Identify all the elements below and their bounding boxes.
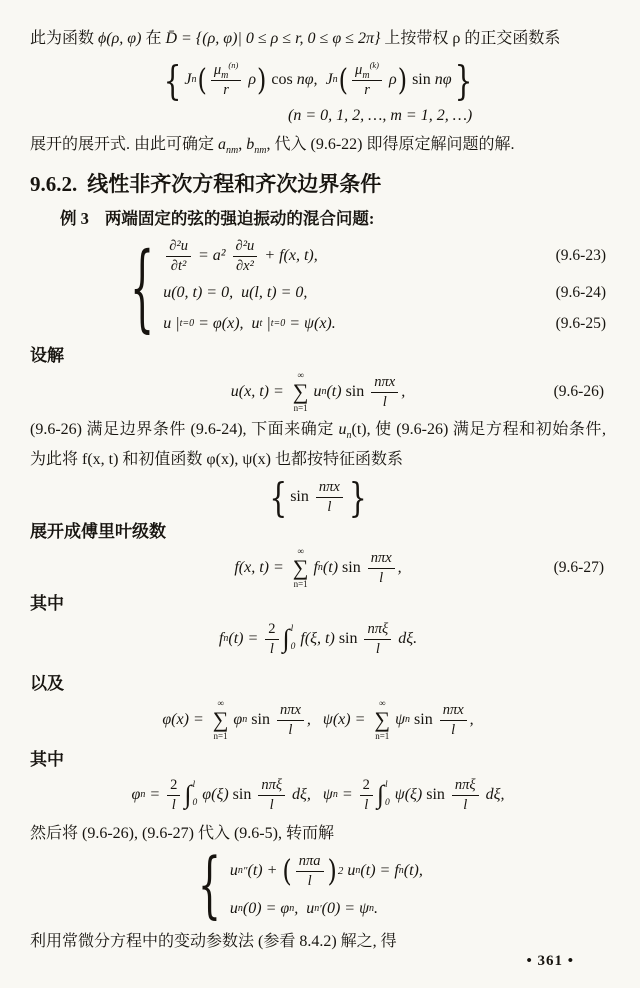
equation-body: u(x, t) = ∞ ∑ n=1 u n (t) sin $\frac{\text{nπx}}{l}$ ,	[230, 370, 406, 413]
fraction: $\frac{2}{l}$	[360, 777, 373, 813]
summation: ∞ ∑ n=1	[374, 698, 391, 741]
paragraph-orthogonal-intro	[30, 24, 606, 54]
section-number: 9.6.2.	[30, 172, 78, 196]
fraction: $\frac{\text{nπx}}{l}$	[368, 550, 395, 586]
equation-number: (9.6-23)	[555, 247, 606, 264]
math-token: φ(x) =	[162, 711, 208, 728]
math-inline-phi: ϕ(ρ, φ)	[98, 30, 142, 47]
equation-body: f(x, t) = ∞ ∑ n=1 f n (t) sin $\frac{\text{nπx}}{l}$ ,	[234, 546, 402, 589]
math-token: u	[229, 862, 238, 879]
fraction: $\frac{\text{nπx}}{l}$	[316, 479, 343, 515]
math-token: u(0, t) = 0, u(l, t) = 0,	[163, 284, 308, 301]
text-run: , 代入 (9.6-22) 即得原定解问题的解.	[266, 136, 515, 153]
text-run: 上按带权 ρ 的正交函数系	[380, 30, 561, 47]
left-brace: {	[163, 56, 182, 104]
subscript: nm	[226, 145, 239, 157]
text-run: 此为函数	[30, 30, 99, 47]
system-rows	[230, 849, 606, 925]
fraction-denominator: r	[364, 81, 370, 98]
math-token: (t) +	[247, 862, 282, 879]
paragraph-expansion-conclusion	[30, 130, 606, 160]
math-token: ψ(ξ)	[390, 786, 423, 803]
math-token: nφ	[434, 71, 452, 88]
math-token: u	[338, 421, 347, 438]
text-run: 在	[141, 30, 166, 47]
integral: ∫ l 0	[376, 780, 390, 809]
equation-9-6-27	[30, 545, 606, 591]
math-token: ρ	[244, 71, 256, 88]
paragraph-substitute: 然后将 (9.6-26), (9.6-27) 代入 (9.6-5), 转而解	[30, 825, 334, 842]
math-token: φ	[131, 786, 141, 803]
equation-row: u | t=0 = φ(x), u t | t=0 = ψ(x). (9.6-25)	[163, 314, 606, 332]
equation-number: (9.6-24)	[555, 284, 606, 301]
math-token: (0) = ψ	[321, 900, 370, 917]
function-name: cos	[267, 71, 297, 88]
function-name: sin	[422, 786, 449, 803]
math-token: dξ,	[481, 786, 505, 803]
equation-row	[163, 278, 606, 308]
system-brace: {	[130, 231, 155, 342]
example-heading	[60, 206, 606, 232]
equation-orthogonal-system	[30, 56, 606, 104]
math-token: .	[374, 900, 379, 917]
equation-phi-psi-expansion	[30, 697, 606, 743]
math-token: f(x, t) =	[234, 559, 288, 576]
index-range-note	[30, 104, 606, 128]
text-run: (9.6-26) 满足边界条件 (9.6-24), 下面来确定	[30, 421, 339, 438]
right-brace: }	[348, 473, 367, 521]
math-token: u	[313, 383, 322, 400]
example-label: 例 3	[60, 209, 89, 228]
left-brace: {	[269, 473, 288, 521]
text-run: (t), 使 (9.6-26) 满足方程和初始条件, 为此将 f(x, t) 和初值函数 φ(x), ψ(x) 也都按特征函数系	[30, 421, 606, 468]
fraction: $\frac{\text{nπa}}{l}$	[296, 853, 324, 889]
summation: ∞ ∑ n=1	[292, 370, 309, 413]
math-token: = φ(x), u	[194, 314, 260, 332]
section-heading	[30, 168, 606, 200]
page-number: • 361 •	[526, 953, 574, 969]
example-text: 两端固定的弦的强迫振动的混合问题:	[104, 209, 375, 228]
function-name: sin	[228, 786, 256, 803]
section-title: 线性非齐次方程和齐次边界条件	[87, 172, 382, 196]
math-token: dξ.	[394, 630, 418, 647]
math-token: ψ	[322, 786, 333, 803]
math-token: |	[262, 314, 271, 332]
math-token: u	[343, 862, 356, 879]
function-name: sin	[290, 488, 313, 505]
left-paren: (	[197, 62, 207, 98]
equation-9-6-26	[30, 369, 606, 415]
bessel-J: J	[325, 71, 333, 88]
math-token: φ	[233, 711, 243, 728]
lead-in-suppose-solution: 设解	[30, 346, 64, 365]
summation: ∞ ∑ n=1	[212, 698, 229, 741]
function-name: sin	[247, 711, 274, 728]
function-name: sin	[334, 630, 362, 647]
math-token: f	[218, 630, 224, 647]
text-run: 展开的展开式. 由此可确定	[30, 136, 219, 153]
math-token: u	[229, 900, 238, 917]
math-token: , ψ(x) =	[306, 711, 370, 728]
fraction	[211, 62, 241, 98]
equation-body: φ n = $\frac{2}{l}$ ∫ l 0 φ(ξ) sin $\frac{\text{nπξ}}{l}$ dξ, ψ n = $\frac{2}{l}$ ∫ l 0 ψ(ξ) sin $\frac{\text{nπξ}}{l}$ dξ,	[131, 776, 505, 813]
function-name: sin	[410, 711, 437, 728]
equation-row: u n (0) = φ n , u n ′ (0) = ψ n .	[229, 900, 379, 917]
equation-basis-system	[30, 475, 606, 519]
math-token: =	[145, 786, 165, 803]
system-brace: {	[198, 845, 221, 927]
equation-number: (9.6-25)	[555, 314, 606, 332]
math-token: ρ	[385, 71, 397, 88]
summation: ∞ ∑ n=1	[292, 546, 309, 589]
math-token: (t),	[403, 862, 423, 879]
left-paren: (	[282, 853, 292, 889]
fraction: $\frac{\text{∂²u}}{\text{∂x²}}$	[233, 238, 258, 274]
fraction: $\frac{\text{nπξ}}{l}$	[452, 777, 479, 813]
math-token: ψ	[395, 711, 406, 728]
math-token: =	[337, 786, 357, 803]
math-token: + f(x, t),	[260, 247, 318, 264]
text-run: ,	[238, 136, 247, 153]
math-token: ,	[401, 383, 406, 400]
lead-in-where-1: 其中	[30, 594, 64, 613]
bessel-J: J	[184, 71, 192, 88]
equation-phin-psin-coefficients	[30, 773, 606, 817]
math-token: (t)	[326, 383, 342, 400]
fraction	[352, 62, 382, 98]
equation-number: (9.6-27)	[553, 559, 604, 576]
function-name: sin	[341, 383, 369, 400]
paragraph-variation-of-parameters: 利用常微分方程中的变动参数法 (参看 8.4.2) 解之, 得	[30, 933, 397, 950]
math-token: φ(ξ)	[198, 786, 229, 803]
equation-body: { J n ( $\frac{\mu_m^{(n)}}{r}$ ρ ) cos nφ, J n ( $\frac{\mu_m^{(k)}}{r}$ ρ ) sin nφ }	[163, 56, 473, 104]
ode-system	[198, 845, 606, 927]
fraction-denominator: r	[223, 81, 229, 98]
equation-body	[266, 473, 369, 521]
right-brace: }	[454, 56, 473, 104]
math-token: , u	[294, 900, 315, 917]
integral: ∫ l 0	[184, 780, 198, 809]
equation-number: (9.6-26)	[553, 383, 604, 400]
subscript: nm	[254, 145, 267, 157]
fraction: $\frac{\text{nπξ}}{l}$	[258, 777, 285, 813]
coefficient-b: b	[246, 136, 255, 153]
math-token: nφ,	[296, 71, 326, 88]
fraction-numerator: $\mu_m^{(n)}$	[211, 62, 241, 81]
equation-body: φ(x) = ∞ ∑ n=1 φ n sin $\frac{\text{nπx}}{l}$ , ψ(x) = ∞ ∑ n=1 ψ n sin $\frac{\text{nπx}}{l}$ ,	[162, 698, 474, 741]
math-token: (t)	[322, 559, 339, 576]
equation-row	[163, 234, 606, 278]
fraction: $\frac{\text{nπx}}{l}$	[371, 374, 398, 410]
left-paren: (	[338, 62, 349, 98]
math-inline-domain: D̄ = {(ρ, φ)| 0 ≤ ρ ≤ r, 0 ≤ φ ≤ 2π}	[165, 30, 381, 47]
equation-fn-coefficient	[30, 617, 606, 661]
math-token: = ψ(x).	[285, 314, 336, 332]
math-token: ,	[469, 711, 474, 728]
fraction: $\frac{2}{l}$	[265, 621, 278, 657]
pde-system	[130, 231, 606, 342]
math-token: f	[313, 559, 318, 576]
lead-in-where-2: 其中	[30, 750, 64, 769]
math-token: u |	[163, 314, 180, 332]
fraction: $\frac{\text{∂²u}}{\text{∂t²}}$	[166, 238, 191, 274]
lead-in-as-well-as: 以及	[30, 674, 64, 693]
math-token: ,	[397, 559, 402, 576]
math-token: = a²	[193, 247, 230, 264]
math-token: (t) =	[228, 630, 263, 647]
equation-body: f n (t) = $\frac{2}{l}$ ∫ l 0 f(ξ, t) sin $\frac{\text{nπξ}}{l}$ dξ.	[218, 620, 418, 657]
fraction-numerator: $\mu_m^{(k)}$	[352, 62, 382, 81]
range-text: (n = 0, 1, 2, …, m = 1, 2, …)	[288, 107, 473, 124]
math-token: u(x, t) =	[230, 383, 288, 400]
math-token: (t) = f	[360, 862, 399, 879]
right-paren: )	[327, 853, 337, 889]
system-rows	[163, 234, 606, 339]
fraction: $\frac{\text{nπx}}{l}$	[277, 702, 304, 738]
fraction: $\frac{2}{l}$	[167, 777, 180, 813]
equation-row: u n ″ (t) + ( $\frac{\text{nπa}}{l}$ ) 2 u n (t) = f n (t),	[229, 852, 423, 889]
right-paren: )	[257, 62, 267, 98]
lead-in-fourier-expansion: 展开成傅里叶级数	[30, 522, 166, 541]
right-paren: )	[397, 62, 408, 98]
math-token: dξ,	[288, 786, 323, 803]
paragraph-determine-un: (9.6-26) 满足边界条件 (9.6-24), 下面来确定 $u_n(t)$, 使 (9.6-26) 满足方程和初始条件, 为此将 f(x, t) 和初值函数 φ(x), ψ(x) 也都按特征函数系	[30, 421, 606, 468]
math-token: f(ξ, t)	[296, 630, 335, 647]
fraction: $\frac{\text{nπx}}{l}$	[440, 702, 467, 738]
function-name: sin	[408, 71, 435, 88]
function-name: sin	[338, 559, 365, 576]
math-token: (0) = φ	[242, 900, 290, 917]
coefficient-a: a	[218, 136, 227, 153]
integral: ∫ l 0	[282, 624, 296, 653]
fraction: $\frac{\text{nπξ}}{l}$	[364, 621, 391, 657]
